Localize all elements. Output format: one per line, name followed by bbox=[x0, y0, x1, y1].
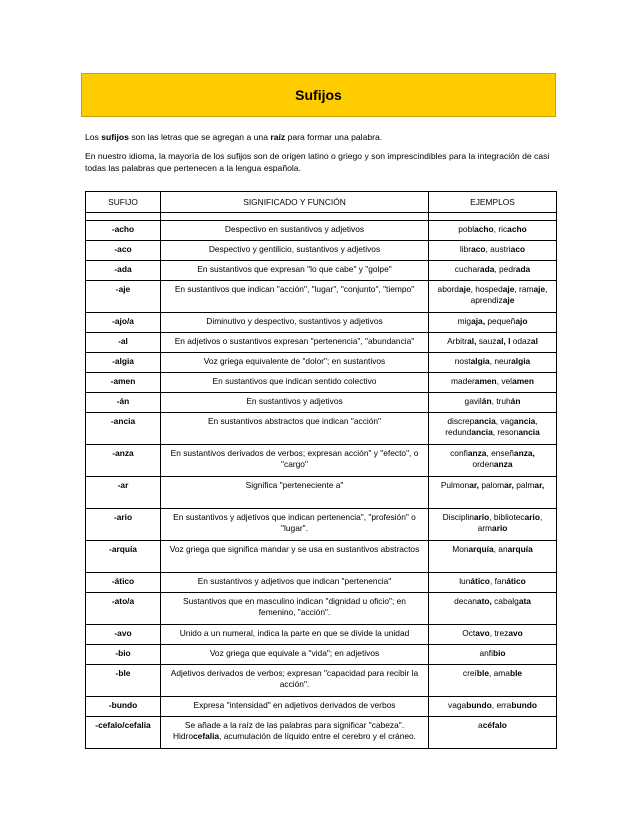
meaning-cell: Adjetivos derivados de verbos; expresan "capacidad para recibir la acción". bbox=[161, 665, 429, 697]
examples-cell: poblacho, ricacho bbox=[429, 221, 557, 241]
meaning-cell: Despectivo y gentilicio, sustantivos y adjetivos bbox=[161, 241, 429, 261]
intro-paragraph-1: Los sufijos son las letras que se agregan a una raíz para formar una palabra. bbox=[85, 132, 383, 142]
meaning-cell: En sustantivos y adjetivos bbox=[161, 393, 429, 413]
examples-cell: Disciplinario, bibliotecario, armario bbox=[429, 509, 557, 541]
examples-cell: Pulmonar, palomar, palmar, bbox=[429, 477, 557, 509]
meaning-cell: Diminutivo y despectivo, sustantivos y adjetivos bbox=[161, 313, 429, 333]
intro-paragraph-2: En nuestro idioma, la mayoría de los sufijos son de origen latino o griego y son imprescindibles para la integración de casi todas las palabras que pertenecen a la lengua española. bbox=[85, 151, 550, 173]
examples-cell: migaja, pequeñajo bbox=[429, 313, 557, 333]
suffix-cell: -bundo bbox=[86, 697, 161, 717]
suffix-cell: -arquía bbox=[86, 541, 161, 573]
table-row bbox=[86, 241, 557, 261]
table-row bbox=[86, 509, 557, 541]
suffix-cell: -avo bbox=[86, 625, 161, 645]
table-row bbox=[86, 697, 557, 717]
table-blank-row bbox=[86, 213, 557, 221]
suffix-cell: -algia bbox=[86, 353, 161, 373]
examples-cell: nostalgia, neuralgia bbox=[429, 353, 557, 373]
suffix-table bbox=[85, 191, 557, 749]
table-row bbox=[86, 665, 557, 697]
meaning-cell: Voz griega que significa mandar y se usa en sustantivos abstractos bbox=[161, 541, 429, 573]
meaning-cell: Expresa "intensidad" en adjetivos derivados de verbos bbox=[161, 697, 429, 717]
meaning-cell: En sustantivos y adjetivos que indican "pertenencia" bbox=[161, 573, 429, 593]
examples-cell: cucharada, pedrada bbox=[429, 261, 557, 281]
table-row bbox=[86, 413, 557, 445]
meaning-cell: Unido a un numeral, indica la parte en que se divide la unidad bbox=[161, 625, 429, 645]
suffix-cell: -bio bbox=[86, 645, 161, 665]
header-examples: EJEMPLOS bbox=[429, 192, 557, 213]
table-row bbox=[86, 445, 557, 477]
suffix-cell: -cefalo/cefalia bbox=[86, 717, 161, 749]
suffix-cell: -ar bbox=[86, 477, 161, 509]
examples-cell: acéfalo bbox=[429, 717, 557, 749]
meaning-cell: Voz griega que equivale a "vida"; en adjetivos bbox=[161, 645, 429, 665]
table-row bbox=[86, 221, 557, 241]
examples-cell: maderamen, velamen bbox=[429, 373, 557, 393]
examples-cell: lunático, fanático bbox=[429, 573, 557, 593]
meaning-cell: Sustantivos que en masculino indican "dignidad u oficio"; en femenino, "acción". bbox=[161, 593, 429, 625]
meaning-cell: En sustantivos que indican sentido colectivo bbox=[161, 373, 429, 393]
table-row bbox=[86, 541, 557, 573]
table-row bbox=[86, 717, 557, 749]
meaning-cell: Voz griega equivalente de "dolor"; en sustantivos bbox=[161, 353, 429, 373]
table-row bbox=[86, 261, 557, 281]
examples-cell: Monarquía, anarquía bbox=[429, 541, 557, 573]
table-row bbox=[86, 393, 557, 413]
page-title: Sufijos bbox=[295, 87, 342, 103]
meaning-cell: Significa "perteneciente a" bbox=[161, 477, 429, 509]
suffix-cell: -amen bbox=[86, 373, 161, 393]
suffix-cell: -án bbox=[86, 393, 161, 413]
table-row bbox=[86, 625, 557, 645]
meaning-cell: En sustantivos derivados de verbos; expresan acción" y "efecto", o "cargo" bbox=[161, 445, 429, 477]
suffix-cell: -aje bbox=[86, 281, 161, 313]
suffix-cell: -ático bbox=[86, 573, 161, 593]
examples-cell: anfibio bbox=[429, 645, 557, 665]
meaning-cell: Despectivo en sustantivos y adjetivos bbox=[161, 221, 429, 241]
table-row bbox=[86, 593, 557, 625]
examples-cell: confianza, enseñanza, ordenanza bbox=[429, 445, 557, 477]
examples-cell: gavilán, truhán bbox=[429, 393, 557, 413]
examples-cell: discrepancia, vagancia, redundancia, resonancia bbox=[429, 413, 557, 445]
header-meaning: SIGNIFICADO Y FUNCIÓN bbox=[161, 192, 429, 213]
examples-cell: vagabundo, errabundo bbox=[429, 697, 557, 717]
suffix-cell: -ancia bbox=[86, 413, 161, 445]
suffix-cell: -ajo/a bbox=[86, 313, 161, 333]
meaning-cell: Se añade a la raíz de las palabras para significar "cabeza". Hidrocefalia, acumulación de líquido entre el cerebro y el cráneo. bbox=[161, 717, 429, 749]
examples-cell: decanato, cabalgata bbox=[429, 593, 557, 625]
table-header-row bbox=[86, 192, 557, 213]
table-row bbox=[86, 313, 557, 333]
title-banner bbox=[81, 73, 556, 117]
suffix-cell: -al bbox=[86, 333, 161, 353]
header-suffix: SUFIJO bbox=[86, 192, 161, 213]
table-row bbox=[86, 353, 557, 373]
table-row bbox=[86, 645, 557, 665]
examples-cell: creíble, amable bbox=[429, 665, 557, 697]
suffix-cell: -aco bbox=[86, 241, 161, 261]
meaning-cell: En sustantivos y adjetivos que indican pertenencia", "profesión" o "lugar". bbox=[161, 509, 429, 541]
suffix-cell: -anza bbox=[86, 445, 161, 477]
meaning-cell: En sustantivos que indican "acción", "lugar", "conjunto", "tiempo" bbox=[161, 281, 429, 313]
table-row bbox=[86, 333, 557, 353]
examples-cell: Octavo, trezavo bbox=[429, 625, 557, 645]
meaning-cell: En adjetivos o sustantivos expresan "pertenencia", "abundancia" bbox=[161, 333, 429, 353]
examples-cell: Arbitral, sauzal, l odazal bbox=[429, 333, 557, 353]
examples-cell: abordaje, hospedaje, ramaje, aprendizaje bbox=[429, 281, 557, 313]
suffix-cell: -ada bbox=[86, 261, 161, 281]
meaning-cell: En sustantivos abstractos que indican "acción" bbox=[161, 413, 429, 445]
table-row bbox=[86, 281, 557, 313]
suffix-cell: -ato/a bbox=[86, 593, 161, 625]
meaning-cell: En sustantivos que expresan "lo que cabe" y "golpe" bbox=[161, 261, 429, 281]
suffix-cell: -acho bbox=[86, 221, 161, 241]
table-row bbox=[86, 373, 557, 393]
examples-cell: libraco, austriaco bbox=[429, 241, 557, 261]
suffix-cell: -ario bbox=[86, 509, 161, 541]
table-row bbox=[86, 477, 557, 509]
table-row bbox=[86, 573, 557, 593]
suffix-cell: -ble bbox=[86, 665, 161, 697]
